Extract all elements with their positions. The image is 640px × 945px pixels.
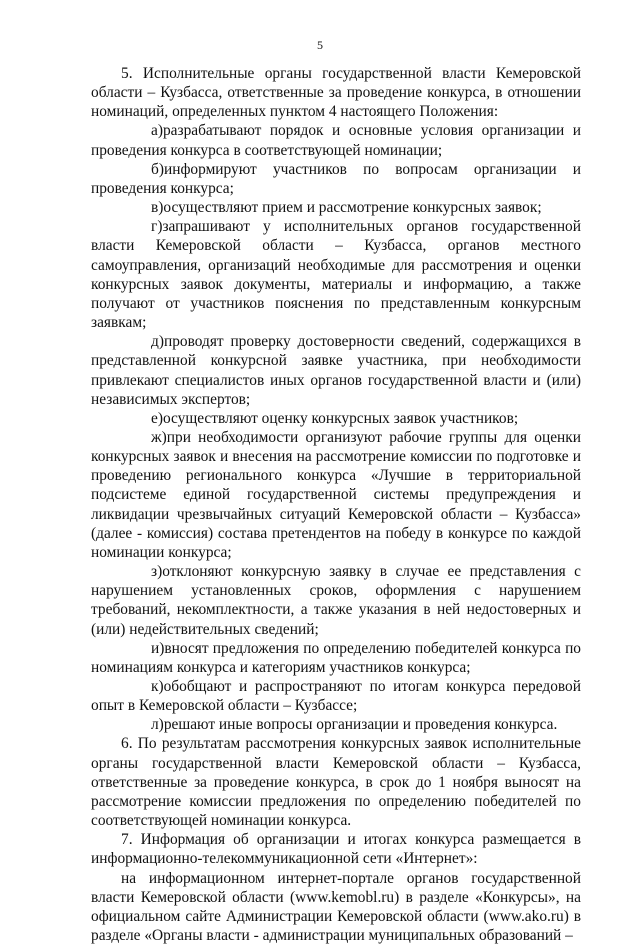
- list-item-l: [91, 715, 581, 734]
- list-marker: е): [151, 409, 163, 427]
- paragraph-text: на информационном интернет-портале органов государственной власти Кемеровской области (www.kemobl.ru) в разделе «Конкурсы», на официальном сайте Администрации Кемеровской области (www.ako.ru) в разделе «Органы власти - администрации муниципальных образований –: [91, 869, 581, 945]
- list-marker: к): [151, 678, 164, 695]
- list-marker: в): [151, 199, 164, 217]
- list-item-text: при необходимости организуют рабочие группы для оценки конкурсных заявок и внесения на рассмотрение комиссии по подготовке и проведению регионального конкурса «Лучшие в территориальной подсистеме единой государственной системы предупреждения и ликвидации чрезвычайных ситуаций Кемеровской области – Кузбасса» (далее - комиссия) состава претендентов на победу в конкурсе по каждой номинации конкурса;: [91, 428, 581, 561]
- paragraph-item-7-portal: [91, 869, 581, 945]
- list-item-e: [91, 409, 581, 428]
- list-item-text: информируют участников по вопросам организации и проведения конкурса;: [91, 160, 581, 197]
- paragraph-text: 6. По результатам рассмотрения конкурсных заявок исполнительные органы государственной власти Кемеровской области – Кузбасса, ответственные за проведение конкурса, в срок до 1 ноября выносят на рассмотрение комиссии предложения по определению победителей по соответствующей номинации конкурса.: [91, 735, 581, 830]
- list-marker: л): [151, 716, 164, 734]
- list-item-v: [91, 198, 581, 217]
- list-marker: б): [151, 160, 164, 178]
- paragraph-text: 7. Информация об организации и итогах конкурса размещается в информационно-телекоммуникационной сети «Интернет»:: [91, 831, 581, 868]
- list-item-d: [91, 332, 581, 409]
- list-item-text: запрашивают у исполнительных органов государственной власти Кемеровской области – Кузбасса, органов местного самоуправления, организаций необходимые для рассмотрения и оценки конкурсных заявок документы, материалы и информацию, а также получают от участников пояснения по представленным конкурсным заявкам;: [91, 218, 581, 332]
- page-number: 5: [317, 38, 323, 52]
- list-item-a: [91, 121, 581, 159]
- list-item-text: осуществляют прием и рассмотрение конкурсных заявок;: [163, 199, 542, 217]
- list-item-text: разрабатывают порядок и основные условия организации и проведения конкурса в соответствующей номинации;: [91, 122, 581, 159]
- list-item-g: [91, 217, 581, 332]
- paragraph-text: 5. Исполнительные органы государственной власти Кемеровской области – Кузбасса, ответственные за проведение конкурса, в отношении номинаций, определенных пунктом 4 настоящего Положения:: [91, 65, 581, 121]
- list-item-text: вносят предложения по определению победителей конкурса по номинациям конкурса и категориям участников конкурса;: [91, 639, 581, 676]
- list-item-text: решают иные вопросы организации и проведения конкурса.: [163, 716, 558, 734]
- list-item-text: отклоняют конкурсную заявку в случае ее представления с нарушением установленных сроков, оформления с нарушением требований, некомплектности, а также указания в ней недостоверных и (или) недействительных сведений;: [91, 563, 581, 638]
- document-body: [91, 64, 581, 945]
- list-item-text: проводят проверку достоверности сведений, содержащихся в представленной конкурсной заявке участника, при необходимости привлекают специалистов иных органов государственной власти и (или) независимых экспертов;: [91, 333, 581, 408]
- list-item-z: [91, 562, 581, 639]
- list-marker: и): [151, 639, 165, 657]
- list-item-i: [91, 639, 581, 677]
- list-marker: ж): [151, 428, 167, 446]
- list-marker: д): [151, 333, 164, 351]
- list-marker: г): [151, 218, 163, 236]
- paragraph-item-5: [91, 64, 581, 121]
- list-item-b: [91, 160, 581, 198]
- list-item-zh: [91, 428, 581, 562]
- list-marker: з): [151, 563, 163, 581]
- list-item-text: обобщают и распространяют по итогам конкурса передовой опыт в Кемеровской области – Кузбассе;: [91, 678, 581, 715]
- list-item-text: осуществляют оценку конкурсных заявок участников;: [162, 409, 519, 427]
- list-item-k: [91, 677, 581, 715]
- paragraph-item-7: [91, 830, 581, 868]
- paragraph-item-6: [91, 734, 581, 830]
- list-marker: а): [151, 122, 163, 140]
